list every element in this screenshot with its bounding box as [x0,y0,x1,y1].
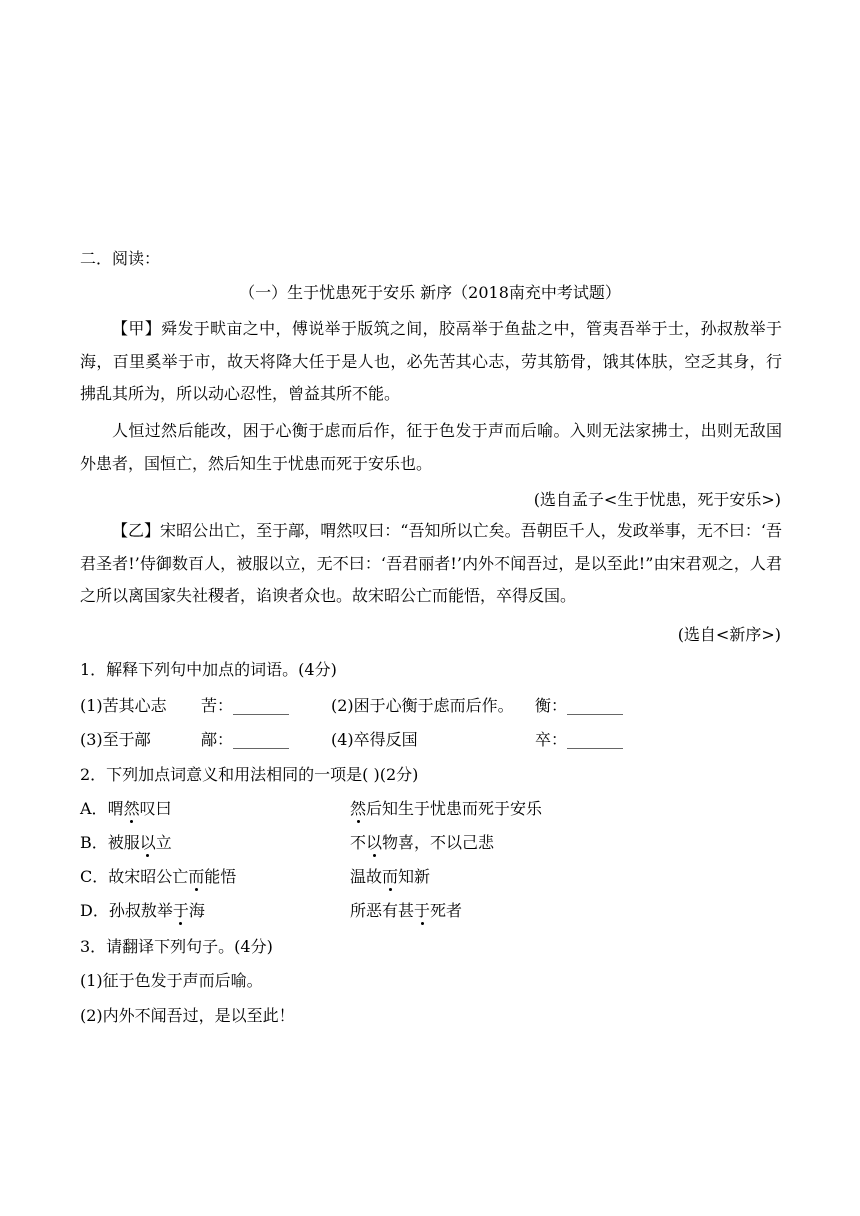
option-a-compare-text: 后知生于忧患而死于安乐 [366,799,543,818]
option-b-text: 立 [155,833,172,852]
option-c-label: C． [80,867,109,886]
option-b-right [350,832,494,854]
question-1-item-2: (2)困于心衡于虑而后作。 [331,696,514,715]
emphasis-dot-word: 以 [139,833,156,852]
option-c-text: 故宋昭公亡 [108,867,189,886]
option-a-right [350,798,542,820]
emphasis-dot-word: 于 [172,901,189,920]
emphasis-dot-word: 而 [382,867,399,886]
passage-title: （一）生于忧患死于安乐 新序（2018南充中考试题） [239,283,621,302]
question-3-item-2: (2)内外不闻吾过，是以至此！ [80,1006,295,1025]
emphasis-dot-word: 以 [366,833,383,852]
question-3-stem: 3．请翻译下列句子。(4分) [80,937,273,956]
option-d-compare-text: 死者 [430,901,463,920]
emphasis-dot-word: 于 [414,901,431,920]
question-1-item-3: (3)至于鄗 [80,730,151,749]
passage-jia-source: (选自孟子<生于忧患，死于安乐>) [533,490,781,509]
option-b-left [80,832,172,854]
question-1-answer-2: 衡：_______ [535,696,624,715]
option-c-compare-text: 温故 [350,867,383,886]
option-d-text: 海 [188,901,205,920]
option-c-left [80,866,236,888]
passage-yi-source: (选自<新序>) [677,625,781,644]
passage-jia-paragraph-2: 人恒过然后能改，困于心衡于虑而后作，征于色发于声而后喻。入则无法家拂士，出则无敌国外患者，国恒亡，然后知生于忧患而死于安乐也。 [80,421,782,473]
question-1-answer-3: 鄗：_______ [201,730,290,749]
option-a-label: A． [80,799,108,818]
emphasis-dot-word: 然 [123,799,140,818]
option-d-label: D． [80,901,109,920]
option-b-label: B． [80,833,108,852]
section-heading: 二．阅读： [80,249,161,268]
question-1-item-1: (1)苦其心志 [80,696,167,715]
option-b-compare-text: 物喜，不以己悲 [382,833,495,852]
option-c-text: 能悟 [204,867,237,886]
option-a-text: 叹曰 [139,799,172,818]
option-c-compare-text: 知新 [398,867,431,886]
emphasis-dot-word: 而 [188,867,205,886]
question-1-item-4: (4)卒得反国 [331,730,418,749]
option-c-right [350,866,430,888]
passage-yi-paragraph: 【乙】宋昭公出亡，至于鄗，喟然叹曰：“吾知所以亡矣。吾朝臣千人，发政举事，无不曰：‘吾君圣者!’侍御数百人，被服以立，无不曰：‘吾君丽者!’内外不闻吾过，是以至此!”由宋君观之，人君之所以离国家失社稷者，谄谀者众也。故宋昭公亡而能悟，卒得反国。 [80,521,782,606]
question-2-stem: 2．下列加点词意义和用法相同的一项是( )(2分) [80,765,419,784]
question-1-stem: 1．解释下列句中加点的词语。(4分) [80,660,337,679]
option-a-text: 喟 [107,799,124,818]
option-d-right [350,900,462,922]
emphasis-dot-word: 然 [350,799,367,818]
question-1-answer-4: 卒：_______ [535,730,624,749]
question-1-answer-1: 苦：_______ [201,696,290,715]
option-b-compare-text: 不 [350,833,367,852]
option-b-text: 被服 [107,833,140,852]
option-d-text: 孙叔敖举 [108,901,173,920]
option-d-compare-text: 所恶有甚 [350,901,415,920]
option-a-left [80,798,172,820]
question-3-item-1: (1)征于色发于声而后喻。 [80,971,263,990]
passage-jia-paragraph-1: 【甲】舜发于畎亩之中，傅说举于版筑之间，胶鬲举于鱼盐之中，管夷吾举于士，孙叔敖举于海，百里奚举于市，故天将降大任于是人也，必先苦其心志，劳其筋骨，饿其体肤，空乏其身，行拂乱其所为，所以动心忍性，曾益其所不能。 [80,319,782,404]
option-d-left [80,900,205,922]
